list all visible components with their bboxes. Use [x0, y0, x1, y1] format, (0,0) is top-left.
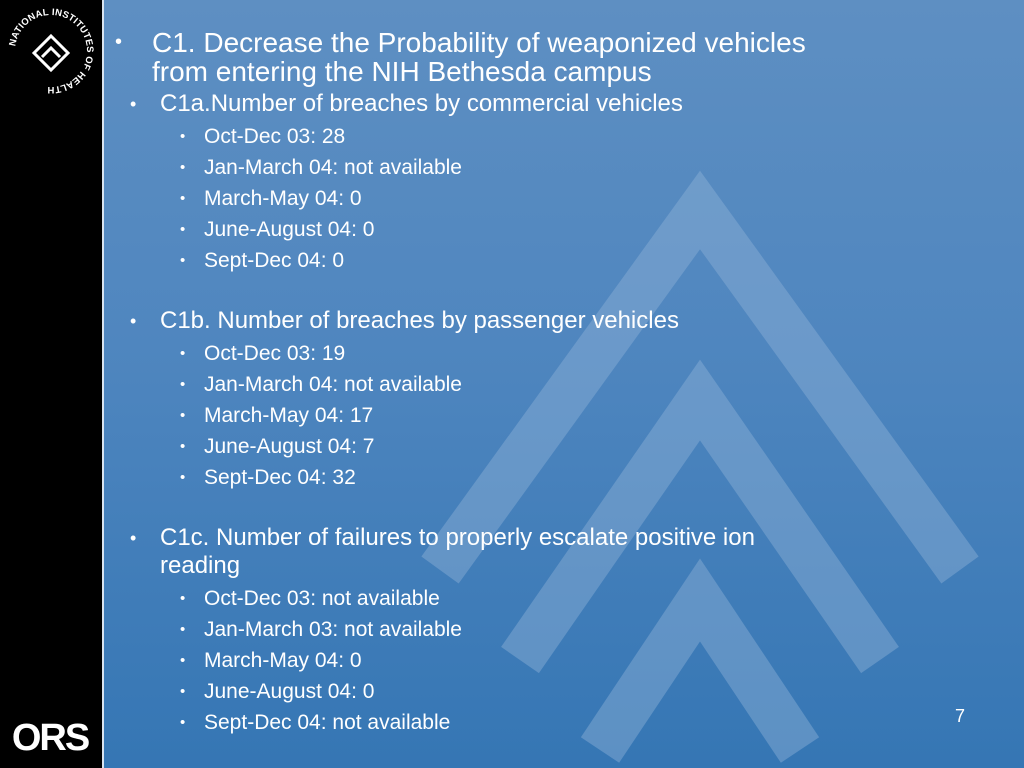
sub-section-list: [152, 90, 995, 738]
list-item: • Jan-March 04: not available: [160, 369, 995, 400]
list-item: • June-August 04: 7: [160, 431, 995, 462]
list-item: • Jan-March 04: not available: [160, 152, 995, 183]
list-item: • June-August 04: 0: [160, 676, 995, 707]
section-c1b: [115, 307, 995, 493]
ors-logo: [8, 712, 92, 760]
main-heading-line2: from entering the NIH Bethesda campus: [152, 56, 652, 87]
section-c1a-title: C1a.Number of breaches by commercial vehicles: [160, 90, 683, 117]
top-level-list: [115, 28, 995, 738]
page-number: 7: [954, 706, 965, 726]
list-item: • March-May 04: 17: [160, 400, 995, 431]
list-item: • Oct-Dec 03: 19: [160, 338, 995, 369]
list-item: • Oct-Dec 03: not available: [160, 583, 995, 614]
ors-logo-text: ORS: [11, 717, 89, 759]
nih-seal-text: NATIONAL INSTITUTES OF HEALTH: [7, 6, 96, 96]
section-c1a: [115, 90, 995, 276]
section-c1b-items: [160, 338, 995, 493]
section-c1c: [115, 524, 995, 738]
section-c1a-items: [160, 121, 995, 276]
list-item: • March-May 04: 0: [160, 183, 995, 214]
main-heading-line1: C1. Decrease the Probability of weaponized vehicles: [152, 27, 806, 58]
list-item: • Jan-March 03: not available: [160, 614, 995, 645]
list-item: • Sept-Dec 04: not available: [160, 707, 995, 738]
list-item: • June-August 04: 0: [160, 214, 995, 245]
sidebar: [0, 0, 102, 768]
list-item: • Sept-Dec 04: 0: [160, 245, 995, 276]
nih-seal-logo: [6, 6, 96, 96]
section-c1b-title: C1b. Number of breaches by passenger vehicles: [160, 307, 679, 334]
svg-text:NATIONAL INSTITUTES OF HEALTH: [7, 7, 95, 95]
section-c1c-title-line1: C1c. Number of failures to properly escalate positive ion: [160, 524, 755, 551]
section-c1c-items: [160, 583, 995, 738]
section-c1c-title-line2: reading: [160, 552, 241, 579]
sidebar-divider: [102, 0, 104, 768]
list-item: • Oct-Dec 03: 28: [160, 121, 995, 152]
list-item: • Sept-Dec 04: 32: [160, 462, 995, 493]
list-item: • March-May 04: 0: [160, 645, 995, 676]
slide-content: [115, 28, 995, 738]
main-heading-bullet: [115, 28, 995, 738]
